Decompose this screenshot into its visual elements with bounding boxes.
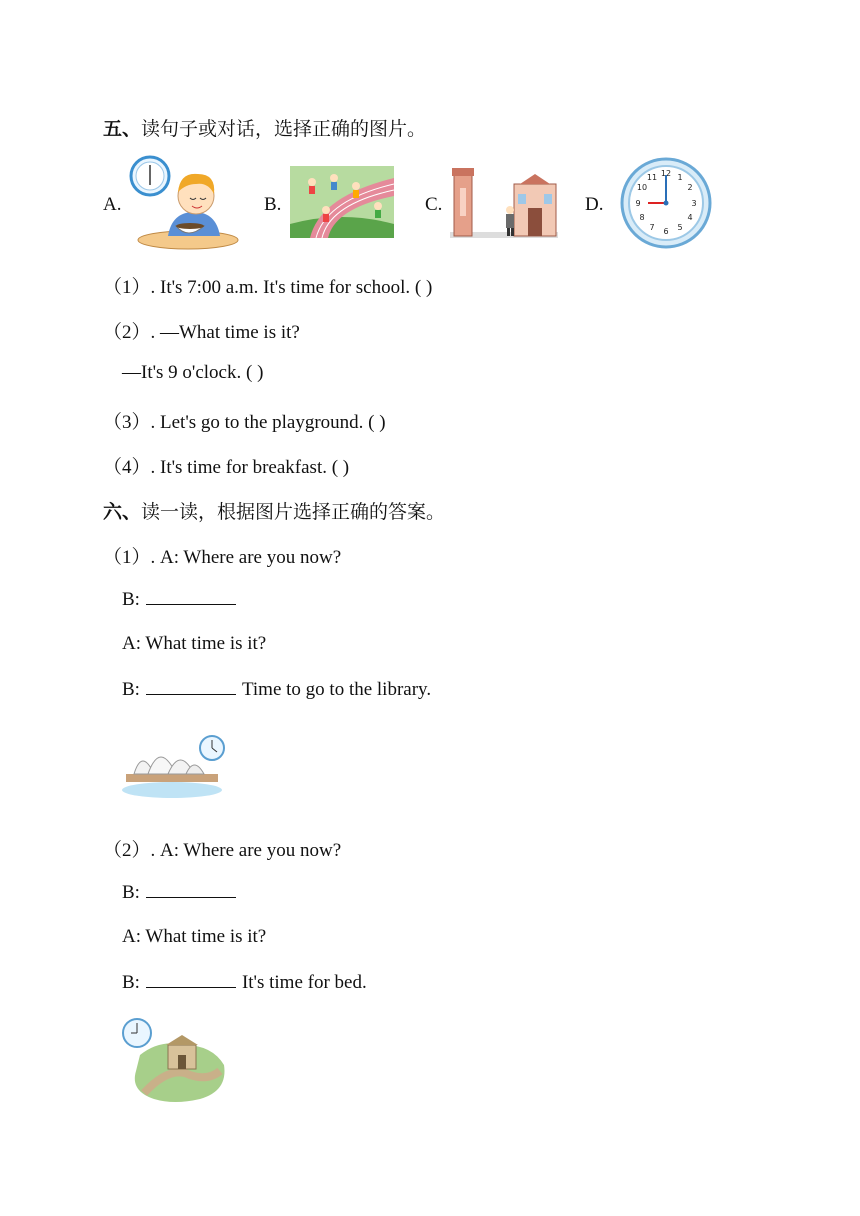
section-6-heading bbox=[103, 497, 445, 524]
svg-text:2: 2 bbox=[687, 183, 693, 192]
sydney-opera-house-icon bbox=[120, 734, 228, 800]
s6-q1-b2-line bbox=[122, 678, 431, 701]
answer-blank[interactable] bbox=[146, 678, 236, 695]
section-6-title: 读一读，根据图片选择正确的答案。 bbox=[141, 502, 446, 523]
svg-text:4: 4 bbox=[687, 213, 693, 222]
s6-q2-line1: （2）. A: Where are you now? bbox=[103, 840, 342, 861]
s6-q1-line1: （1）. A: Where are you now? bbox=[103, 547, 342, 568]
svg-text:12: 12 bbox=[660, 169, 672, 178]
svg-text:3: 3 bbox=[691, 199, 697, 208]
boy-eating-breakfast-icon bbox=[128, 154, 240, 250]
svg-text:9: 9 bbox=[635, 199, 641, 208]
svg-text:11: 11 bbox=[646, 173, 658, 182]
s6-q2-b2-line bbox=[122, 971, 367, 994]
svg-text:8: 8 bbox=[639, 213, 645, 222]
option-d-letter: D. bbox=[585, 194, 604, 215]
section-6-number: 六、 bbox=[103, 502, 142, 523]
svg-text:5: 5 bbox=[677, 223, 683, 232]
option-c-letter: C. bbox=[425, 194, 443, 215]
s6-q1-b-line bbox=[122, 588, 242, 611]
school-building-icon bbox=[450, 166, 558, 240]
s6-q2-b-label: B: bbox=[122, 882, 140, 903]
s5-question-2a: （2）. —What time is it? bbox=[103, 322, 300, 343]
s5-question-3: （3）. Let's go to the playground. ( ) bbox=[103, 412, 386, 433]
great-wall-icon bbox=[120, 1015, 230, 1105]
s6-q2-b-line bbox=[122, 881, 242, 904]
s6-q1-b2-label: B: bbox=[122, 679, 140, 700]
s6-q1-line3: A: What time is it? bbox=[122, 633, 267, 654]
s6-q2-line3: A: What time is it? bbox=[122, 926, 267, 947]
s6-q1-b2-tail: Time to go to the library. bbox=[241, 679, 432, 700]
s5-question-2b: —It's 9 o'clock. ( ) bbox=[122, 362, 264, 383]
option-a-letter: A. bbox=[103, 194, 122, 215]
option-b-letter: B. bbox=[264, 194, 282, 215]
svg-text:6: 6 bbox=[663, 227, 669, 236]
answer-blank[interactable] bbox=[146, 881, 236, 898]
svg-text:10: 10 bbox=[636, 183, 648, 192]
section-5-heading bbox=[103, 114, 426, 141]
section-5-number: 五、 bbox=[103, 119, 142, 140]
answer-blank[interactable] bbox=[146, 971, 236, 988]
s6-q1-b-label: B: bbox=[122, 589, 140, 610]
s5-question-4: （4）. It's time for breakfast. ( ) bbox=[103, 457, 350, 478]
s6-q2-b2-label: B: bbox=[122, 972, 140, 993]
s6-q2-b2-tail: It's time for bed. bbox=[241, 972, 367, 993]
svg-text:1: 1 bbox=[677, 173, 683, 182]
clock-nine-icon bbox=[620, 157, 712, 249]
answer-blank[interactable] bbox=[146, 588, 236, 605]
children-playground-icon bbox=[290, 166, 394, 238]
section-5-title: 读句子或对话，选择正确的图片。 bbox=[141, 119, 427, 140]
s5-question-1: （1）. It's 7:00 a.m. It's time for school. ( ) bbox=[103, 277, 433, 298]
svg-text:7: 7 bbox=[649, 223, 655, 232]
